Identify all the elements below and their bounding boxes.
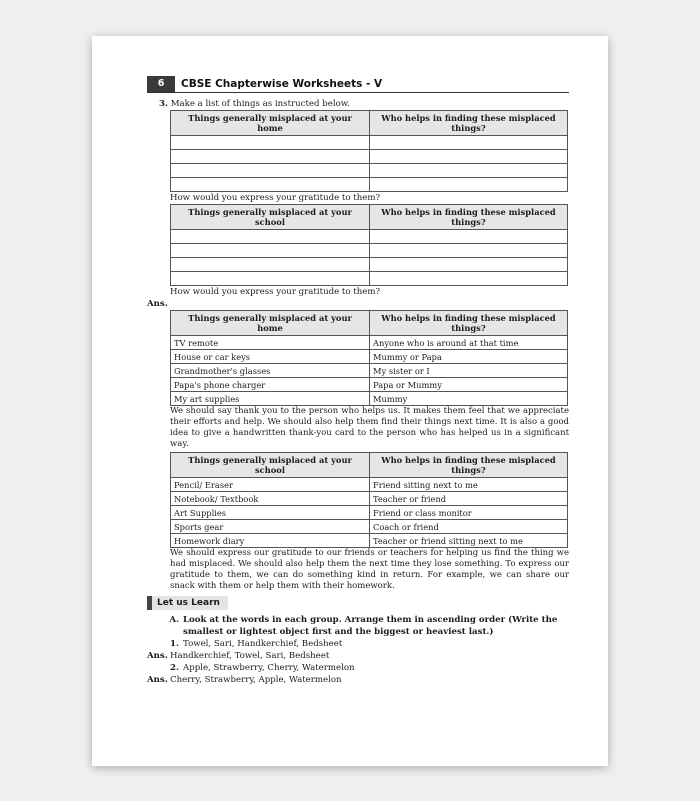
blank-cell[interactable] bbox=[370, 244, 568, 258]
answer-label: Ans. bbox=[147, 299, 168, 309]
table-row bbox=[171, 506, 568, 520]
table-row bbox=[171, 136, 568, 150]
table-row bbox=[171, 492, 568, 506]
table-row bbox=[171, 478, 568, 492]
item-number: 1. bbox=[170, 639, 179, 649]
table-cell: Grandmother's glasses bbox=[171, 364, 370, 378]
table-cell: Papa or Mummy bbox=[370, 378, 568, 392]
table-cell: Sports gear bbox=[171, 520, 370, 534]
table-row bbox=[171, 258, 568, 272]
table-header-cell: Who helps in finding these misplaced things? bbox=[370, 205, 568, 230]
table-cell: Mummy or Papa bbox=[370, 350, 568, 364]
gratitude-prompt-school: How would you express your gratitude to them? bbox=[170, 287, 381, 297]
table-row bbox=[171, 350, 568, 364]
table-row bbox=[171, 178, 568, 192]
blank-cell[interactable] bbox=[370, 164, 568, 178]
table-header-cell: Who helps in finding these misplaced things? bbox=[370, 453, 568, 478]
blank-cell[interactable] bbox=[171, 230, 370, 244]
worksheet-page bbox=[92, 36, 608, 766]
answer-table-home bbox=[170, 310, 568, 406]
table-row bbox=[171, 272, 568, 286]
blank-cell[interactable] bbox=[370, 136, 568, 150]
page-content bbox=[147, 76, 569, 686]
table-cell: TV remote bbox=[171, 336, 370, 350]
question-number: 3. bbox=[159, 99, 168, 109]
table-cell: Friend sitting next to me bbox=[370, 478, 568, 492]
answer-paragraph-home: We should say thank you to the person who helps us. It makes them feel that we appreciate their efforts and help. We should also help them find their things next time. It is also a good idea to give a handwritten thank-you card to the person who has helped us in a significant way. bbox=[170, 406, 569, 449]
blank-cell[interactable] bbox=[171, 244, 370, 258]
item-text: Towel, Sari, Handkerchief, Bedsheet bbox=[183, 639, 343, 649]
blank-cell[interactable] bbox=[370, 258, 568, 272]
table-row bbox=[171, 534, 568, 548]
table-cell: House or car keys bbox=[171, 350, 370, 364]
table-cell: My art supplies bbox=[171, 392, 370, 406]
table-row bbox=[171, 230, 568, 244]
table-row bbox=[171, 336, 568, 350]
section-heading bbox=[147, 596, 228, 610]
answer-label: Ans. bbox=[147, 651, 168, 661]
table-cell: Art Supplies bbox=[171, 506, 370, 520]
table-cell: Friend or class monitor bbox=[370, 506, 568, 520]
table-cell: My sister or I bbox=[370, 364, 568, 378]
table-cell: Pencil/ Eraser bbox=[171, 478, 370, 492]
section-a-instruction bbox=[147, 614, 569, 638]
gratitude-prompt-home: How would you express your gratitude to them? bbox=[170, 193, 381, 203]
table-row bbox=[171, 378, 568, 392]
table-row bbox=[171, 164, 568, 178]
table-header-cell: Things generally misplaced at your school bbox=[171, 205, 370, 230]
blank-table-school bbox=[170, 204, 568, 286]
table-header-cell: Things generally misplaced at your school bbox=[171, 453, 370, 478]
table-header-cell: Things generally misplaced at your home bbox=[171, 111, 370, 136]
answer-table-school bbox=[170, 452, 568, 548]
table-row bbox=[171, 520, 568, 534]
blank-cell[interactable] bbox=[171, 136, 370, 150]
blank-cell[interactable] bbox=[171, 272, 370, 286]
answer-text: Handkerchief, Towel, Sari, Bedsheet bbox=[170, 651, 330, 661]
table-header-cell: Things generally misplaced at your home bbox=[171, 311, 370, 336]
table-row bbox=[171, 244, 568, 258]
section-marker bbox=[147, 596, 152, 610]
list-item-answer bbox=[147, 650, 569, 662]
table-header-cell: Who helps in finding these misplaced things? bbox=[370, 311, 568, 336]
blank-table-home bbox=[170, 110, 568, 192]
table-row bbox=[171, 150, 568, 164]
blank-cell[interactable] bbox=[370, 230, 568, 244]
blank-cell[interactable] bbox=[370, 150, 568, 164]
answer-label: Ans. bbox=[147, 675, 168, 685]
list-item bbox=[147, 638, 569, 650]
table-cell: Homework diary bbox=[171, 534, 370, 548]
blank-cell[interactable] bbox=[171, 258, 370, 272]
section-a-label: A. bbox=[169, 615, 179, 625]
section-a-text: Look at the words in each group. Arrange them in ascending order (Write the smallest or lightest object first and the biggest or heaviest last.) bbox=[183, 615, 558, 637]
section-title: Let us Learn bbox=[157, 598, 220, 608]
table-row bbox=[171, 364, 568, 378]
blank-cell[interactable] bbox=[171, 150, 370, 164]
table-cell: Teacher or friend bbox=[370, 492, 568, 506]
answer-text: Cherry, Strawberry, Apple, Watermelon bbox=[170, 675, 342, 685]
item-number: 2. bbox=[170, 663, 179, 673]
table-cell: Anyone who is around at that time bbox=[370, 336, 568, 350]
table-cell: Notebook/ Textbook bbox=[171, 492, 370, 506]
table-cell: Teacher or friend sitting next to me bbox=[370, 534, 568, 548]
question-3 bbox=[159, 98, 569, 110]
table-cell: Papa's phone charger bbox=[171, 378, 370, 392]
blank-cell[interactable] bbox=[171, 178, 370, 192]
book-title: CBSE Chapterwise Worksheets - V bbox=[181, 78, 383, 90]
list-item-answer bbox=[147, 674, 569, 686]
table-cell: Mummy bbox=[370, 392, 568, 406]
answer-paragraph-school: We should express our gratitude to our friends or teachers for helping us find the thing we had misplaced. We should also help them the next time they lose something. To express our gratitude to them, we can do something kind in return. For example, we can share our snack with them or help them with their homework. bbox=[170, 548, 569, 591]
item-text: Apple, Strawberry, Cherry, Watermelon bbox=[183, 663, 355, 673]
blank-cell[interactable] bbox=[370, 178, 568, 192]
list-item bbox=[147, 662, 569, 674]
page-header bbox=[147, 76, 569, 93]
page-number: 6 bbox=[147, 76, 175, 92]
blank-cell[interactable] bbox=[370, 272, 568, 286]
table-header-cell: Who helps in finding these misplaced things? bbox=[370, 111, 568, 136]
question-text: Make a list of things as instructed below. bbox=[170, 99, 350, 109]
table-row bbox=[171, 392, 568, 406]
blank-cell[interactable] bbox=[171, 164, 370, 178]
table-cell: Coach or friend bbox=[370, 520, 568, 534]
